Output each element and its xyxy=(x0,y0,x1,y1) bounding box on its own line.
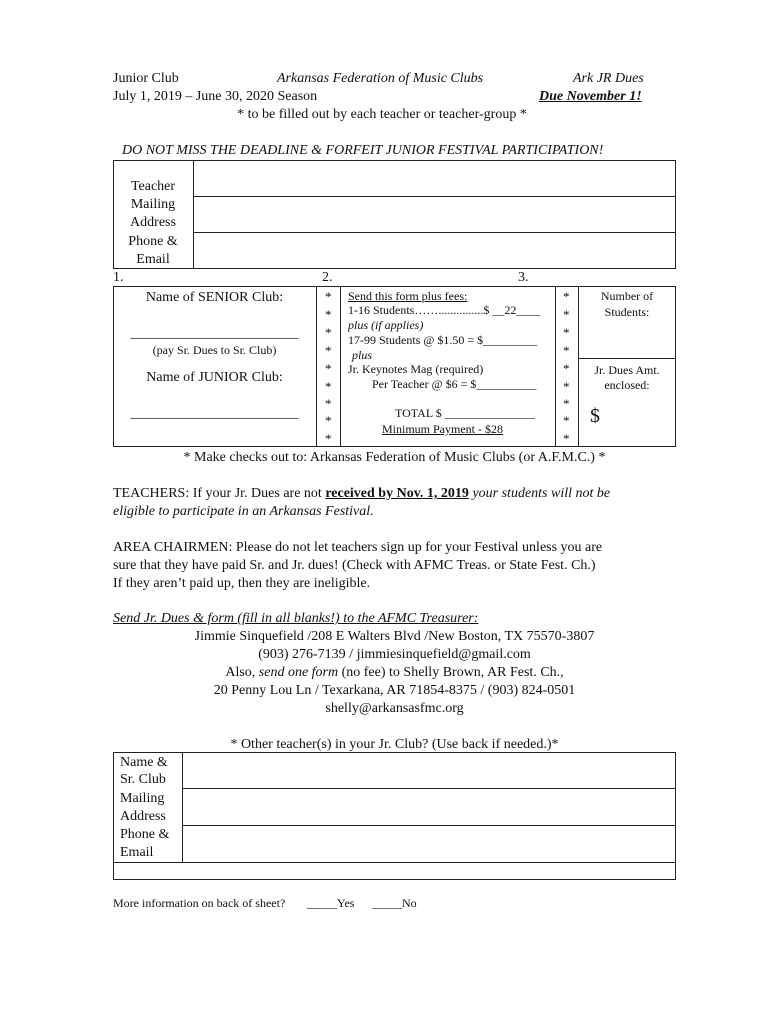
teachers-notice-text: TEACHERS: If your Jr. Dues are not xyxy=(113,486,326,501)
teacher-row-line xyxy=(193,232,676,233)
federation-title: Arkansas Federation of Music Clubs xyxy=(277,71,484,86)
star-mark: * xyxy=(325,379,332,394)
mailing-label: Mailing xyxy=(130,197,176,212)
pay-senior-note: (pay Sr. Dues to Sr. Club) xyxy=(152,343,277,357)
senior-club-blank[interactable]: ________________________ xyxy=(130,326,299,341)
phone-label: Phone & xyxy=(128,234,178,249)
star-mark: * xyxy=(325,396,332,411)
star-mark: * xyxy=(325,307,332,322)
number-of-label: Number of xyxy=(600,289,654,303)
shelly-address: 20 Penny Lou Ln / Texarkana, AR 71854-8375 / (903) 824-0501 xyxy=(213,683,576,698)
other-name-field[interactable] xyxy=(185,755,673,785)
fees-divider xyxy=(340,286,341,447)
phone-email-field[interactable] xyxy=(196,235,673,265)
other-row-line xyxy=(182,788,676,789)
area-chairmen-line1: AREA CHAIRMEN: Please do not let teachers sign up for your Festival unless you are xyxy=(113,540,603,555)
section-2-number: 2. xyxy=(322,270,333,285)
other-row-line xyxy=(182,825,676,826)
jr-dues-amt-label: Jr. Dues Amt. xyxy=(594,363,660,377)
teachers-notice-line2: eligible to participate in an Arkansas Festival. xyxy=(113,504,374,519)
other-mailing-label: Mailing xyxy=(120,791,165,806)
section-1-number: 1. xyxy=(113,270,124,285)
star-mark: * xyxy=(563,307,570,322)
star-mark: * xyxy=(325,361,332,376)
junior-club-blank[interactable]: ________________________ xyxy=(130,406,299,421)
also-text: Also, xyxy=(225,665,259,680)
due-date: Due November 1! xyxy=(539,89,642,104)
send-dues-instruction: Send Jr. Dues & form (fill in all blanks!) to the AFMC Treasurer: xyxy=(113,611,479,626)
plus-label: plus xyxy=(352,348,373,362)
teachers-deadline: received by Nov. 1, 2019 xyxy=(325,486,469,501)
fees-divider xyxy=(316,286,317,447)
also-send-line xyxy=(113,665,676,681)
other-mailing-field[interactable] xyxy=(185,791,673,822)
area-chairmen-line2: sure that they have paid Sr. and Jr. dues! (Check with AFMC Treas. or State Fest. Ch.) xyxy=(113,558,596,573)
other-phone-label: Phone & xyxy=(120,827,170,842)
other-address-label: Address xyxy=(120,809,166,824)
teacher-table-divider xyxy=(193,160,194,269)
students-divider xyxy=(578,358,676,359)
minimum-payment: Minimum Payment - $28 xyxy=(382,422,503,436)
other-teachers-heading: * Other teacher(s) in your Jr. Club? (Use back if needed.)* xyxy=(230,737,559,752)
fee-17-99-students[interactable]: 17-99 Students @ $1.50 = $_________ xyxy=(348,333,538,347)
email-label: Email xyxy=(136,252,170,267)
star-mark: * xyxy=(563,289,570,304)
other-email-label: Email xyxy=(120,845,154,860)
area-chairmen-line3: If they aren’t paid up, then they are ineligible. xyxy=(113,576,371,591)
star-mark: * xyxy=(325,325,332,340)
senior-club-label: Name of SENIOR Club: xyxy=(145,290,284,305)
star-mark: * xyxy=(563,361,570,376)
other-row-line xyxy=(113,862,676,863)
junior-club-label: Name of JUNIOR Club: xyxy=(146,370,283,385)
ark-jr-dues-label: Ark JR Dues xyxy=(573,71,644,86)
address-label: Address xyxy=(130,215,176,230)
treasurer-contact: (903) 276-7139 / jimmiesinquefield@gmail.com xyxy=(258,647,531,662)
other-phone-field[interactable] xyxy=(185,828,673,859)
teacher-label: Teacher xyxy=(130,179,176,194)
shelly-brown-text: (no fee) to Shelly Brown, AR Fest. Ch., xyxy=(338,665,564,680)
teacher-row-line xyxy=(193,196,676,197)
season-dates: July 1, 2019 – June 30, 2020 Season xyxy=(113,89,318,104)
fees-divider xyxy=(555,286,556,447)
star-mark: * xyxy=(563,379,570,394)
deadline-warning: DO NOT MISS THE DEADLINE & FORFEIT JUNIOR FESTIVAL PARTICIPATION! xyxy=(122,143,604,158)
star-mark: * xyxy=(325,413,332,428)
per-teacher-fee[interactable]: Per Teacher @ $6 = $__________ xyxy=(372,377,537,391)
yes-option[interactable]: _____Yes xyxy=(307,896,355,910)
sr-club-label: Sr. Club xyxy=(120,772,166,787)
star-mark: * xyxy=(563,431,570,446)
fee-1-16-students: 1-16 Students……...............$ __22____ xyxy=(348,303,541,317)
dollar-sign: $ xyxy=(590,405,600,427)
teachers-notice-tail: your students will not be xyxy=(468,486,611,501)
teacher-field[interactable] xyxy=(196,163,673,193)
treasurer-address: Jimmie Sinquefield /208 E Walters Blvd /New Boston, TX 75570-3807 xyxy=(194,629,595,644)
section-3-number: 3. xyxy=(518,270,529,285)
total-field[interactable]: TOTAL $ _______________ xyxy=(395,406,535,420)
teachers-notice xyxy=(113,486,610,502)
star-mark: * xyxy=(563,325,570,340)
keynotes-mag-label: Jr. Keynotes Mag (required) xyxy=(348,362,484,376)
students-label: Students: xyxy=(604,305,650,319)
name-label: Name & xyxy=(120,755,168,770)
star-mark: * xyxy=(325,343,332,358)
star-mark: * xyxy=(563,343,570,358)
shelly-email: shelly@arkansasfmc.org xyxy=(325,701,464,716)
other-table-divider xyxy=(182,752,183,862)
more-info-question: More information on back of sheet? xyxy=(113,896,286,910)
fill-note: * to be filled out by each teacher or teacher-group * xyxy=(237,107,527,122)
mailing-address-field[interactable] xyxy=(196,199,673,229)
star-mark: * xyxy=(325,289,332,304)
no-option[interactable]: _____No xyxy=(372,896,417,910)
star-mark: * xyxy=(325,431,332,446)
enclosed-label: enclosed: xyxy=(604,378,650,392)
send-one-form: send one form xyxy=(258,665,339,680)
checks-payable-note: * Make checks out to: Arkansas Federation of Music Clubs (or A.F.M.C.) * xyxy=(183,450,606,465)
fees-title: Send this form plus fees: xyxy=(348,289,468,303)
plus-if-applies: plus (if applies) xyxy=(348,318,424,332)
star-mark: * xyxy=(563,396,570,411)
club-type-label: Junior Club xyxy=(113,71,179,86)
star-mark: * xyxy=(563,413,570,428)
